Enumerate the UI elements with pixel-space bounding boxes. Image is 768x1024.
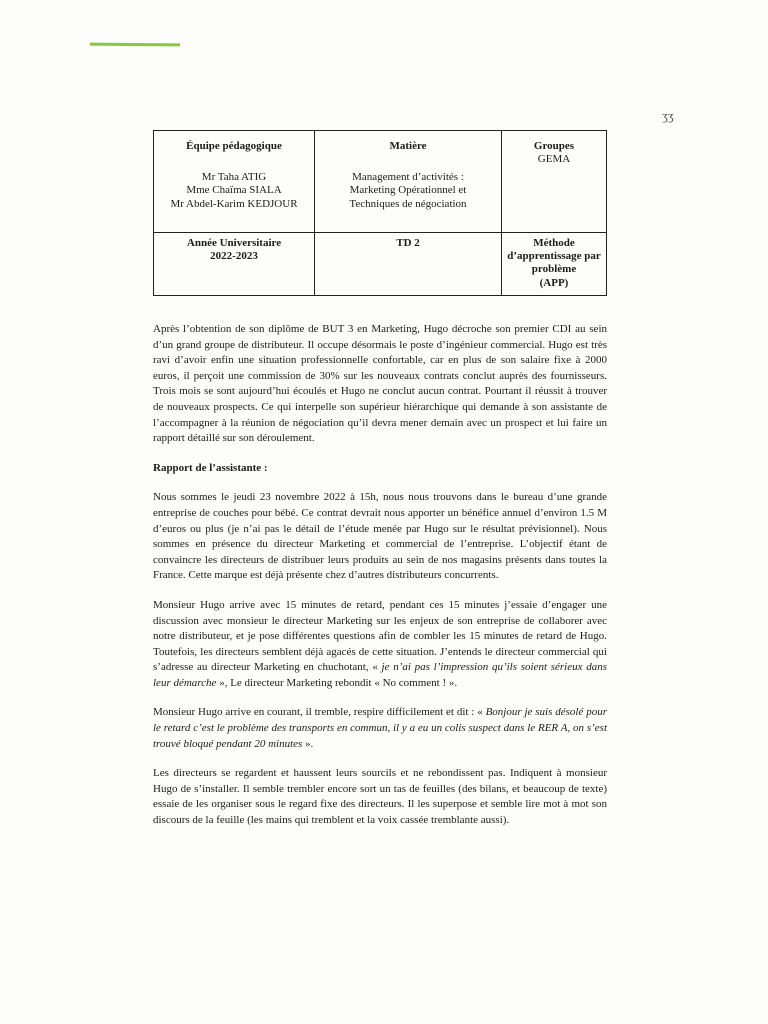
context-paragraph: Nous sommes le jeudi 23 novembre 2022 à 15h, nous nous trouvons dans le bureau d’une grande entreprise de couches pour bébé. Ce contrat devrait nous apporter un bénéfice annuel d’environ 1.5 M d’euros ou plus (je n’ai pas le détail de l’étude menée par Hugo sur le résultat prévisionnel). Nous sommes en présence du directeur Marketing et commercial de l’entreprise. L’objectif étant de convaincre les directeurs de distribuer leurs produits au sein de nos magasins présents dans toutes la France. Cette marque est déjà présente chez d’autres distributeurs concurrents. <box>153 491 607 582</box>
methode-block <box>506 237 602 290</box>
annee-cell <box>154 233 315 296</box>
hugo-text: Monsieur Hugo arrive en courant, il tremble, respire difficilement et dit : « <box>153 706 486 719</box>
td-block <box>319 237 497 250</box>
margin-scribble: ʒʒ <box>662 108 674 123</box>
arrival-text: Monsieur Hugo arrive avec 15 minutes de retard, pendant ces 15 minutes j’essaie d’engager une discussion avec monsieur le directeur Marketing sur les enjeux de son entreprise de collaborer avec notre distributeur, et je pose différentes questions afin de combler les 15 minutes de retard de Hugo. Toutefois, les directeurs semblent déjà agacés de cette situation. J’entends le directeur commercial qui s’adresse au directeur Marketing en chuchotant, « <box>153 598 607 674</box>
course-info-table <box>153 130 607 296</box>
green-highlight-mark <box>90 43 180 47</box>
matiere-line: Marketing Opérationnel et <box>349 184 467 197</box>
member-name: Mme Chaïma SIALA <box>186 184 282 197</box>
matiere-cell <box>315 131 502 233</box>
annee-value: 2022-2023 <box>210 250 258 263</box>
table-row <box>154 131 607 233</box>
document-body <box>153 322 607 829</box>
report-heading: Rapport de l’assistante : <box>153 461 268 474</box>
directors-paragraph: Les directeurs se regardent et haussent leurs sourcils et ne rebondissent pas. Indiquent à monsieur Hugo de s’installer. Il semble trembler encore sort un tas de feuilles (des bilans, et beaucoup de texte) essaie de les organiser sous le regard fixe des directeurs. Il les superpose et semble lire mot à mot son discours de la feuille (les mains qui tremblent et la voix cassée tremblante aussi). <box>153 767 607 827</box>
methode-line: Méthode <box>533 237 575 249</box>
groupes-value: GEMA <box>537 153 571 166</box>
groupes-cell <box>502 131 607 233</box>
hugo-text-end: ». <box>302 737 314 750</box>
methode-cell <box>502 233 607 296</box>
matiere-line: Techniques de négociation <box>349 197 467 210</box>
arrival-text-end: », Le directeur Marketing rebondit « No comment ! ». <box>216 676 458 689</box>
methode-line: d’apprentissage par <box>507 250 601 263</box>
annee-label: Année Universitaire <box>186 237 282 249</box>
equipe-cell <box>154 131 315 233</box>
arrival-paragraph <box>153 598 607 692</box>
hugo-quote: Bonjour je suis désolé pour le retard c’est le problème des transports en commun, il y a eu un colis suspect dans le RER A, on s’est trouvé bloqué pendant 20 minutes <box>153 706 607 750</box>
equipe-members <box>158 171 310 211</box>
whisper-quote: je n’ai pas l’impression qu’ils soient sérieux dans leur démarche <box>153 661 607 689</box>
annee-block <box>158 237 310 263</box>
groupes-label: Groupes <box>533 140 575 152</box>
hugo-arrival-paragraph <box>153 705 607 752</box>
methode-line: problème <box>531 263 577 276</box>
equipe-label: Équipe pédagogique <box>186 140 282 152</box>
matiere-lines <box>319 171 497 211</box>
methode-line: (APP) <box>539 276 569 289</box>
matiere-label: Matière <box>389 140 427 152</box>
td-label: TD 2 <box>396 237 420 249</box>
table-row <box>154 233 607 296</box>
td-cell <box>315 233 502 296</box>
member-name: Mr Taha ATIG <box>201 171 267 184</box>
matiere-line: Management d’activités : <box>352 171 464 184</box>
member-name: Mr Abdel-Karim KEDJOUR <box>170 197 298 210</box>
intro-paragraph: Après l’obtention de son diplôme de BUT 3 en Marketing, Hugo décroche son premier CDI au sein d’un grand groupe de distributeur. Il occupe désormais le poste d’ingénieur commercial. Hugo est très ravi d’avoir enfin une situation professionnelle confortable, car en plus de son salaire fixe à 2000 euros, il perçoit une commission de 30% sur les nouveaux contrats conclut auprès des fournisseurs. Trois mois se sont aujourd’hui écoulés et Hugo ne conclut aucun contrat. Pourtant il réussit à trouver de nouveaux prospects. Ce qui interpelle son supérieur hiérarchique qui demande à son assistante de l’accompagner à la réunion de négociation qu’il devra mener demain avec un prospect et lui faire un rapport détaillé sur son déroulement. <box>153 323 607 445</box>
